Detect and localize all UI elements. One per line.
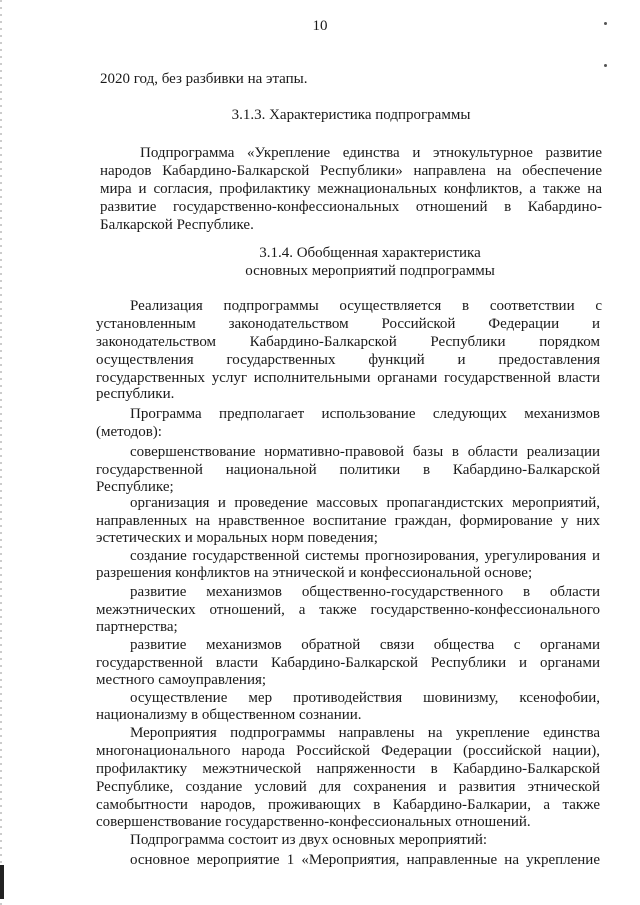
text-line: Реализация подпрограммы осуществляется в соответствии с	[130, 298, 602, 314]
text-line: Программа предполагает использование следующих механизмов	[130, 406, 600, 422]
list-item: межэтнических отношений, а также государственно-конфессионального	[96, 602, 600, 618]
list-item: национализму в общественном сознании.	[96, 707, 362, 723]
list-item: местного самоуправления;	[96, 672, 267, 688]
text-line: законодательством Кабардино-Балкарской Республики порядком	[96, 334, 600, 350]
text-line: Подпрограмма состоит из двух основных мероприятий:	[130, 832, 488, 848]
list-item: развитие механизмов общественно-государственного в области	[130, 584, 600, 600]
text-line: Мероприятия подпрограммы направлены на укрепление единства	[130, 725, 600, 741]
scan-edge-shadow	[0, 0, 2, 905]
list-item: партнерства;	[96, 619, 178, 635]
section-heading: 3.1.3. Характеристика подпрограммы	[231, 107, 471, 123]
list-item: совершенствование нормативно-правовой базы в области реализации	[130, 444, 600, 460]
list-item: организация и проведение массовых пропагандистских мероприятий,	[130, 495, 600, 511]
text-line: республики.	[96, 386, 175, 402]
text-line: основное мероприятие 1 «Мероприятия, направленные на укрепление	[130, 852, 600, 868]
text-line: многонационального народа Российской Федерации (российской нации),	[96, 743, 600, 759]
text-line: мира и согласия, профилактику межнациональных конфликтов, а также на	[100, 181, 602, 197]
text-line: Балкарской Республике.	[100, 217, 254, 233]
list-item: Республике;	[96, 479, 174, 495]
text-line: установленным законодательством Российской Федерации и	[96, 316, 600, 332]
list-item: направленных на нравственное воспитание граждан, формирование у них	[96, 513, 600, 529]
text-line: профилактику межэтнической напряженности в Кабардино-Балкарской	[96, 761, 600, 777]
text-line: (методов):	[96, 424, 162, 440]
list-item: государственной власти Кабардино-Балкарской Республики и органами	[96, 655, 600, 671]
text-line: государственных услуг исполнительными органами государственной власти	[96, 370, 600, 386]
text-line: Подпрограмма «Укрепление единства и этнокультурное развитие	[140, 145, 602, 161]
section-heading: 3.1.4. Обобщенная характеристика	[259, 245, 481, 261]
text-line: народов Кабардино-Балкарской Республики» направлена на обеспечение	[100, 163, 602, 179]
list-item: государственной национальной политики в Кабардино-Балкарской	[96, 462, 600, 478]
list-item: эстетических и моральных норм поведения;	[96, 530, 378, 546]
list-item: осуществление мер противодействия шовинизму, ксенофобии,	[130, 690, 600, 706]
section-heading: основных мероприятий подпрограммы	[245, 263, 495, 279]
text-line: развитие государственно-конфессиональных отношений в Кабардино-	[100, 199, 602, 215]
text-line: Республике, создание условий для сохранения и развития этнической	[96, 779, 600, 795]
text-line: совершенствование государственно-конфессиональных отношений.	[96, 814, 531, 830]
list-item: создание государственной системы прогнозирования, урегулирования и	[130, 548, 600, 564]
text-line: самобытности народов, проживающих в Кабардино-Балкарии, а также	[96, 797, 600, 813]
list-item: развитие механизмов обратной связи общества с органами	[130, 637, 600, 653]
page-number: 10	[312, 18, 328, 34]
scan-speck	[604, 64, 607, 67]
list-item: разрешения конфликтов на этнической и конфессиональной основе;	[96, 565, 533, 581]
text-line: осуществления государственных функций и предоставления	[96, 352, 600, 368]
text-line: 2020 год, без разбивки на этапы.	[100, 71, 308, 87]
scan-edge-mark	[0, 865, 4, 899]
